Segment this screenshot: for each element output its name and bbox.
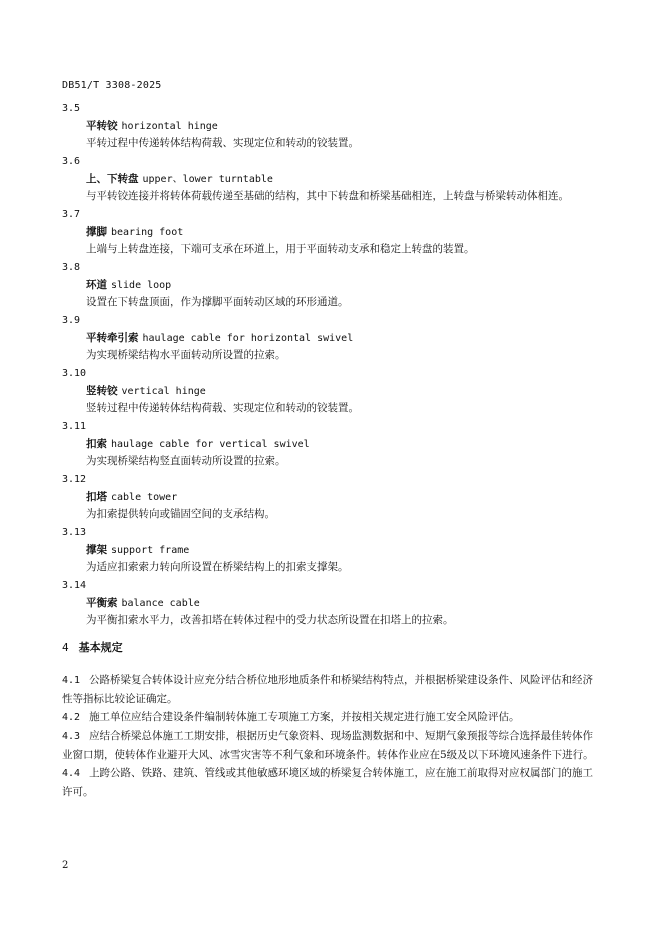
clause-number: 4.4	[62, 768, 81, 779]
term-entry	[62, 471, 602, 523]
clause-paragraph	[62, 764, 602, 801]
term-entry	[62, 418, 602, 470]
term-definition: 上端与上转盘连接，下端可支承在环道上，用于平面转动支承和稳定上转盘的装置。	[86, 243, 475, 255]
term-english: horizontal hinge	[121, 121, 218, 132]
term-number: 3.9	[62, 315, 81, 326]
term-title	[62, 435, 602, 453]
clause-paragraph	[62, 671, 602, 708]
term-chinese: 平衡索	[86, 597, 118, 609]
term-definition: 为扣索提供转向或锚固空间的支承结构。	[86, 508, 275, 520]
term-chinese: 扣索	[86, 438, 107, 450]
term-definition: 设置在下转盘顶面，作为撑脚平面转动区域的环形通道。	[86, 296, 349, 308]
term-english: support frame	[111, 545, 190, 556]
term-english: slide loop	[111, 280, 172, 291]
term-english: haulage cable for horizontal swivel	[142, 333, 354, 344]
term-definition: 为平衡扣索水平力，改善扣塔在转体过程中的受力状态所设置在扣塔上的拉索。	[86, 614, 454, 626]
clause-number: 4.1	[62, 675, 81, 686]
term-title	[62, 541, 602, 559]
clause-text: 应结合桥梁总体施工工期安排，根据历史气象资料、现场监测数据和中、短期气象预报等综合选择最佳转体作业窗口期，使转体作业避开大风、冰雪灾害等不利气象和环境条件。转体作业应在5级及以下环境风速条件下进行。	[62, 730, 594, 761]
term-title	[62, 223, 602, 241]
term-number: 3.5	[62, 103, 81, 114]
term-english: cable tower	[111, 492, 178, 503]
clauses-list	[62, 671, 602, 801]
term-entry	[62, 312, 602, 364]
clause-text: 上跨公路、铁路、建筑、管线或其他敏感环境区域的桥梁复合转体施工，应在施工前取得对应权属部门的施工许可。	[62, 767, 594, 798]
document-code: DB51/T 3308-2025	[62, 80, 162, 91]
page-content	[62, 100, 602, 801]
term-number: 3.7	[62, 209, 81, 220]
term-chinese: 扣塔	[86, 491, 107, 503]
term-title	[62, 117, 602, 135]
term-entry	[62, 365, 602, 417]
clause-paragraph	[62, 708, 602, 727]
clause-text: 公路桥梁复合转体设计应充分结合桥位地形地质条件和桥梁结构特点，并根据桥梁建设条件、风险评估和经济性等指标比较论证确定。	[62, 674, 594, 705]
terms-list	[62, 100, 602, 629]
term-entry	[62, 100, 602, 152]
term-number: 3.12	[62, 474, 87, 485]
term-number: 3.11	[62, 421, 87, 432]
term-number: 3.6	[62, 156, 81, 167]
term-number: 3.13	[62, 527, 87, 538]
term-title	[62, 329, 602, 347]
clause-number: 4.3	[62, 731, 81, 742]
term-chinese: 平转铰	[86, 120, 118, 132]
term-english: balance cable	[121, 598, 200, 609]
term-number: 3.14	[62, 580, 87, 591]
term-number: 3.10	[62, 368, 87, 379]
term-chinese: 平转牵引索	[86, 332, 139, 344]
term-chinese: 上、下转盘	[86, 173, 139, 185]
term-definition: 为实现桥梁结构竖直面转动所设置的拉索。	[86, 455, 286, 467]
term-definition: 与平转铰连接并将转体荷载传递至基础的结构，其中下转盘和桥梁基础相连，上转盘与桥梁转动体相连。	[86, 190, 569, 202]
term-title	[62, 170, 602, 188]
term-english: haulage cable for vertical swivel	[111, 439, 310, 450]
clause-number: 4.2	[62, 712, 81, 723]
term-chinese: 竖转铰	[86, 385, 118, 397]
term-english: bearing foot	[111, 227, 184, 238]
term-english: vertical hinge	[121, 386, 206, 397]
section-title: 基本规定	[78, 641, 123, 654]
term-chinese: 撑脚	[86, 226, 107, 238]
page-number: 2	[62, 860, 69, 871]
term-title	[62, 382, 602, 400]
term-entry	[62, 577, 602, 629]
section-heading	[62, 637, 602, 659]
term-english: upper、lower turntable	[142, 174, 273, 185]
term-chinese: 环道	[86, 279, 107, 291]
term-title	[62, 594, 602, 612]
term-entry	[62, 524, 602, 576]
term-entry	[62, 206, 602, 258]
term-definition: 为实现桥梁结构水平面转动所设置的拉索。	[86, 349, 286, 361]
term-definition: 竖转过程中传递转体结构荷载、实现定位和转动的铰装置。	[86, 402, 359, 414]
term-title	[62, 488, 602, 506]
clause-paragraph	[62, 727, 602, 764]
clause-text: 施工单位应结合建设条件编制转体施工专项施工方案，并按相关规定进行施工安全风险评估。	[89, 711, 520, 723]
term-chinese: 撑架	[86, 544, 107, 556]
term-number: 3.8	[62, 262, 81, 273]
term-title	[62, 276, 602, 294]
term-definition: 平转过程中传递转体结构荷载、实现定位和转动的铰装置。	[86, 137, 359, 149]
term-definition: 为适应扣索索力转向所设置在桥梁结构上的扣索支撑架。	[86, 561, 349, 573]
section-number: 4	[62, 641, 69, 654]
term-entry	[62, 153, 602, 205]
term-entry	[62, 259, 602, 311]
